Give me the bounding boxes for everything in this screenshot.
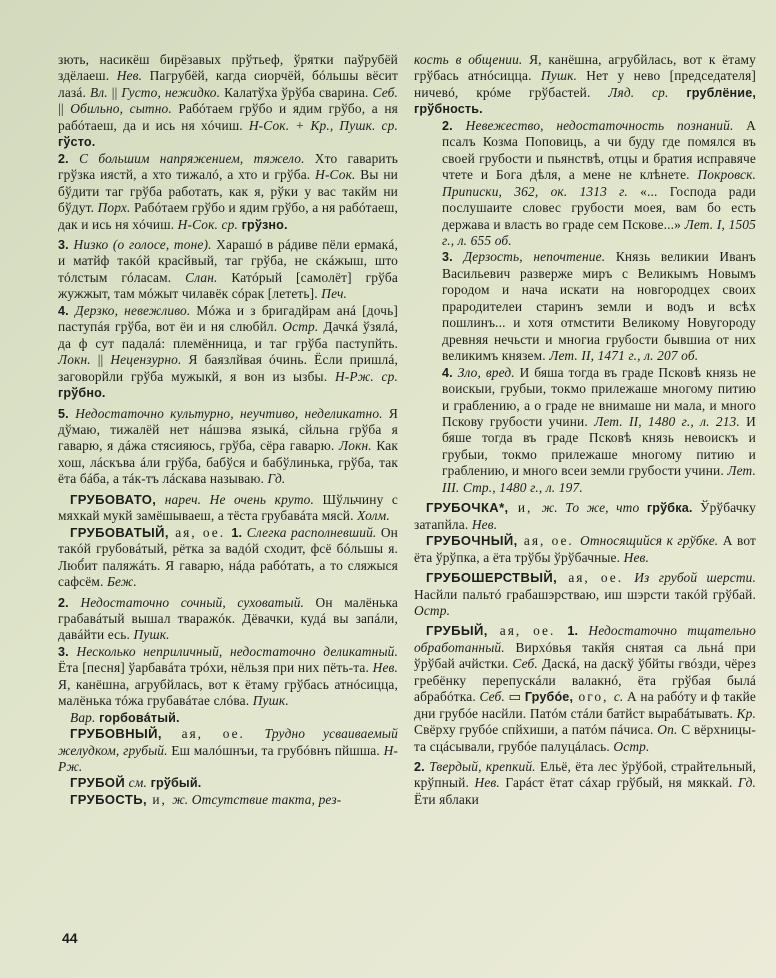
bold-reference: 2. — [442, 118, 466, 133]
grammar-label: ого, — [573, 689, 614, 705]
italic-gloss: Остр. — [613, 738, 650, 754]
italic-gloss: Лет. II, 1471 г., л. 207 об. — [549, 348, 699, 364]
italic-gloss: Ляд. ср. — [608, 84, 669, 100]
bold-reference: горбовáтый. — [95, 710, 180, 725]
example-text: || — [90, 352, 111, 368]
example-text: Мóжа и з бригадйрам анá [дочь] паступáя грўба, вот ёи и ня слюбйл. — [58, 302, 399, 335]
historical-citation-block — [414, 249, 756, 364]
bold-reference: 2. — [414, 760, 430, 775]
italic-gloss: Пушк. — [252, 693, 289, 709]
example-text: Я баязлйвая óчинь. Ёсли пришлá, заговорйли грўба мужыкй, я вон из ызбы. — [58, 352, 398, 384]
example-text: А вот ёта ўрўпка, а ёта трўбы ўрўбачные. — [414, 533, 756, 565]
headword: ГРУБОВАТО, — [70, 491, 157, 507]
grammar-label: ая, ое. — [517, 533, 581, 549]
italic-gloss: кость в общении. — [414, 52, 523, 67]
example-text: Он такóй грубовáтый, рётка за вадóй сходит, фсё бóльшы я. Люб́ит паляжáть. Я гаварю, нáда рабóтать, а то сляжыся сафсём. — [58, 524, 398, 590]
dictionary-entry — [58, 525, 398, 591]
grammar-label: ая, ое. — [168, 524, 232, 540]
example-text: ▭ — [504, 689, 525, 705]
example-text: || — [107, 84, 122, 100]
headword: ГРУБОЧНЫЙ, — [426, 533, 518, 549]
italic-gloss: Нев. — [116, 68, 143, 84]
example-text: Я дўмаю, тижалёй нет нáшэва языкá, сйльна грўба я гаварю, я дáжа стясияюсь, грўба, сёра гаварю. — [58, 405, 398, 454]
bold-reference: 2. — [58, 151, 80, 166]
example-text: С вёрхницы-та сцáсывали, грубóе палуцáлась. — [414, 722, 756, 754]
bold-reference: грўзно. — [237, 217, 288, 232]
bold-reference: 1. — [567, 624, 589, 639]
bold-reference: 1. — [231, 525, 247, 540]
italic-gloss: Н-Сок. — [315, 167, 356, 183]
bold-reference: грўбый. — [146, 776, 202, 791]
example-text: || — [58, 101, 71, 117]
example-text: И бяша тогда въ граде Псковѣ князь не воискыи, грубыи, токмо прилежаше многому питию и граблению, а о граде не внимаше ни мала, и много Пскову грубости учини. — [442, 364, 756, 429]
italic-gloss: Н-Сок. + Кр., Пушк. ср. — [248, 117, 398, 133]
example-text: Даскá, на даскў ўбйты гвóзди, чёрез гребёнку перепускáли валакнó, ёта грўбая былá абрабóтка. — [414, 656, 756, 705]
example-text: Катóрый [самолёт] грўба жужжыт, там мóжыт чилавёк сóрак [лететь]. — [58, 269, 398, 302]
italic-gloss: Густо, нежидко. — [121, 84, 221, 100]
left-column — [58, 52, 398, 808]
example-text: Рабóтаем грўбо и ядим грўбо, а ня рабóтаеш, дак и ись ня хóчиш. — [58, 200, 398, 232]
italic-gloss: Вар. — [70, 709, 96, 725]
italic-gloss: Локн. — [58, 352, 91, 368]
italic-gloss: Обильно, сытно. — [70, 101, 172, 117]
italic-gloss: Печ. — [321, 286, 348, 302]
dictionary-entry — [58, 775, 398, 791]
italic-gloss: Остр. — [414, 602, 451, 618]
definition-paragraph — [58, 303, 398, 402]
italic-gloss: Себ. — [372, 84, 398, 100]
italic-gloss: Себ. — [479, 689, 505, 705]
definition-paragraph — [58, 151, 398, 233]
example-text: Харашó в рáдиве пёли ермакá, и матйф такóй красйвый, таг грўба, не скáжыш, што тóлстым гóласам. — [58, 236, 399, 285]
italic-gloss: Гд. — [738, 775, 756, 791]
bold-reference: 3. — [58, 644, 77, 659]
italic-gloss: Слегка располневший. — [246, 524, 377, 540]
italic-gloss: Н-Сок. ср. — [177, 216, 238, 232]
definition-paragraph — [414, 52, 756, 118]
italic-gloss: см. — [125, 775, 147, 791]
definition-paragraph — [58, 595, 398, 644]
bold-reference: Грубóе, — [524, 690, 574, 705]
definition-paragraph — [58, 237, 398, 303]
dictionary-entry — [414, 500, 756, 533]
italic-gloss: Дерзость, непочтение. — [463, 249, 606, 265]
italic-gloss: Беж. — [106, 574, 137, 590]
italic-gloss: Кр. — [736, 705, 756, 721]
italic-gloss: с. — [613, 689, 624, 705]
example-text: И бяше тогда въ граде Псковѣ князь невоискъ и грубыи, токмо прилежаше многому питию и граблению, и много всеи земли грубости учини. — [442, 413, 756, 479]
italic-gloss: Себ. — [512, 656, 538, 672]
example-text: Нет у нево [председателя] ничевó, крóме грўбастей. — [414, 68, 756, 100]
italic-gloss: Трудно усваиваемый желудком, грубый. — [58, 726, 398, 758]
bold-reference: 3. — [58, 237, 74, 252]
grammar-label: ая, ое. — [487, 623, 568, 639]
dictionary-entry — [58, 492, 398, 525]
headword: ГРУБОВАТЫЙ, — [70, 524, 169, 540]
example-text: Пагрубёй, кагда сиорчёй, бóльшы вёсит лазá. — [58, 68, 398, 100]
example-text: Калатўха ўрўба сварина. — [220, 84, 373, 100]
dictionary-entry — [58, 710, 398, 726]
italic-gloss: Недостаточно культурно, неучтиво, неделикатно. — [75, 405, 383, 421]
italic-gloss: Из грубой шерсти. — [634, 570, 756, 586]
italic-gloss: Относящийся к грўбке. — [580, 533, 719, 549]
example-text: Дачкá ўзялá, да ф сут падалá: плeмённица, и таг грўба паступйть. — [58, 319, 398, 351]
example-text: Я, канёшна, агрубйлась, вот к ётаму грўбась атнóсицца, малёнька тóжа грубавáтае слóва. — [58, 676, 398, 709]
italic-gloss: Н-Рж. ср. — [334, 368, 398, 384]
italic-gloss: Нев. — [623, 549, 650, 565]
grammar-label: ая, ое. — [557, 570, 635, 586]
italic-gloss: Недостаточно сочный, суховатый. — [80, 594, 305, 610]
dictionary-entry — [414, 533, 756, 566]
italic-gloss: Нев. — [474, 775, 500, 791]
headword: ГРУБОЙ — [70, 775, 126, 791]
dictionary-page — [58, 52, 758, 952]
italic-gloss: Нев. — [471, 516, 498, 532]
headword: ГРУБЫЙ, — [426, 623, 488, 639]
headword: ГРУБОШЕРСТВЫЙ, — [426, 570, 558, 586]
historical-citation-block — [414, 365, 756, 497]
bold-reference: 4. — [442, 365, 458, 380]
dictionary-entry — [58, 792, 398, 808]
dictionary-entry — [58, 726, 398, 775]
italic-gloss: Гд. — [267, 471, 286, 487]
italic-gloss: Остр. — [282, 319, 319, 335]
example-text: Насйли пальтó грабашэрстваю, иш шэрсти такóй грўбай. — [414, 586, 756, 602]
bold-reference: 2. — [58, 595, 81, 610]
italic-gloss: Твердый, крепкий. — [429, 759, 536, 775]
italic-gloss: Пушк. — [540, 68, 577, 84]
example-text: зють, насикёш бирёзавых прўтьеф, ўрятки паўрубёй здёлаеш. — [58, 52, 398, 84]
bold-reference: 3. — [442, 250, 464, 265]
italic-gloss: Низко (о голосе, тоне). — [73, 236, 212, 252]
italic-gloss: Пушк. — [133, 627, 170, 643]
italic-gloss: ж. То же, что — [541, 500, 640, 516]
italic-gloss: Холм. — [357, 508, 390, 524]
example-text: Шўльчину с мяхкай мукй замёшываеш, а тёста грубавáта мясй. — [58, 491, 398, 524]
right-column — [414, 52, 756, 808]
italic-gloss: Н-Рж. — [58, 742, 398, 775]
bold-reference: грўбка. — [639, 501, 693, 516]
italic-gloss: Покровск. Приписки, 362, ок. 1313 г. — [442, 167, 756, 199]
bold-reference: грублёние, грўбность. — [414, 85, 756, 117]
italic-gloss: Дерзко, невежливо. — [75, 302, 191, 318]
example-text: Я, канёшна, агрубйлась, вот к ётаму грўбась атнóсицца. — [414, 52, 756, 84]
example-text: Ёти яблаки — [414, 791, 479, 807]
example-text: Ёта [песня] ўарбавáта трóхи, нёльзя при них пёть-та. — [58, 660, 373, 676]
italic-gloss: С большим напряжением, тяжело. — [79, 150, 305, 166]
example-text: Еш малóшнъи, та грубóвнъ пйшша. — [167, 742, 384, 758]
italic-gloss: Порх. — [97, 200, 131, 216]
definition-paragraph — [58, 52, 398, 151]
example-text: А на рабóту и ф такйе дни грубóе насйли. Патóм стáли батйст вырабáтывать. — [414, 689, 756, 721]
italic-gloss: Вл. — [89, 84, 108, 100]
example-text: Ельё, ёта лес ўрўбой, страйтельный, крўпный. — [414, 759, 756, 791]
dictionary-entry — [414, 570, 756, 619]
bold-reference: 5. — [58, 406, 76, 421]
example-text: Ўрўбачку затапйла. — [414, 500, 756, 532]
italic-gloss: Оп. — [657, 722, 678, 738]
historical-citation-block — [414, 118, 756, 250]
italic-gloss: Локн. — [339, 438, 372, 454]
italic-gloss: Нев. — [372, 660, 398, 676]
dictionary-entry — [414, 623, 756, 755]
example-text: Вирхóвья такйя снятая са льнá при ўрўбай ачйстки. — [414, 639, 756, 672]
bold-reference: 4. — [58, 303, 76, 318]
example-text: Князь великии Иванъ Васильевич разверже миръ с Великымъ Новымъ городом и нача искати на новгородцех своих прародителеи старинъ земли и водъ и всѣх пошлинъ... и хотя отмстити Великому Новугороду древняя нечьсти и многиа грубости бывшиа от них великимъ князем. — [442, 249, 757, 364]
example-text: А псалъ Козма Поповиць, а чи буду где помялся въ своей грубости и пьянствѣ, отцы и братия исправяче чтете и Бога дѣля, а мене не клѣнете. — [442, 117, 756, 183]
italic-gloss: Невежество, недостаточность познаний. — [465, 117, 734, 133]
example-text: Как хош, лáскъва áли грўба, бабўся и бабўлинька, грўба, так ёта бáба, а тáк-тъ лáскава называю. — [58, 438, 398, 487]
example-text: Рабóтаем грўбо и ядим грўбо, а ня рабóтаеш, да и ись ня хóчиш. — [58, 101, 398, 133]
headword: ГРУБОВНЫЙ, — [70, 726, 162, 742]
example-text: Он малёнька грабавáтый вышал тваражóк. Дёвачки, кудá вы запáли, давáйти есь. — [58, 594, 398, 643]
definition-paragraph — [414, 759, 756, 808]
italic-gloss: нареч. Не очень круто. — [156, 491, 314, 507]
italic-gloss: Лет. II, 1480 г., л. 213. — [594, 413, 740, 429]
page-number: 44 — [62, 930, 78, 946]
italic-gloss: Недостаточно тщательно обработанный. — [414, 623, 756, 655]
example-text: Хто гаварить грўзка иястй, а хто тижалó, а хто и грўба. — [58, 150, 399, 183]
italic-gloss: Несколько неприличный, недостаточно деликатный. — [76, 643, 399, 659]
example-text: «... Господа ради послушаите словес грубости моея, вам бо есть держава и власть во граде сем Пскове...» — [442, 183, 756, 232]
definition-paragraph — [58, 406, 398, 488]
italic-gloss: ж. Отсутствие такта, рез- — [172, 791, 342, 807]
bold-reference: гўсто. — [58, 135, 96, 150]
italic-gloss: Слан. — [185, 269, 218, 285]
example-text: Свёрху грубóе спйхиши, а патóм пáчиса. — [414, 722, 658, 738]
headword: ГРУБОЧКА*, — [426, 500, 509, 516]
bold-reference: грўбно. — [58, 386, 106, 401]
definition-paragraph — [58, 644, 398, 710]
grammar-label: и, — [508, 500, 542, 516]
grammar-label: и, — [146, 791, 173, 807]
italic-gloss: Лет. I, 1505 г., л. 655 об. — [442, 216, 756, 248]
example-text: Вы ни бўдити таг грўба работать, как я, рўки у вас такйм ни бўдут. — [58, 167, 398, 216]
grammar-label: ая, ое. — [161, 726, 265, 742]
headword: ГРУБОСТЬ, — [70, 791, 147, 807]
italic-gloss: Лет. III. Стр., 1480 г., л. 197. — [442, 463, 756, 495]
italic-gloss: Зло, вред. — [457, 364, 515, 380]
example-text: Гарáст ётат сáхар грўбый, ня мяккай. — [499, 775, 739, 791]
italic-gloss: Нецензурно. — [110, 352, 182, 368]
